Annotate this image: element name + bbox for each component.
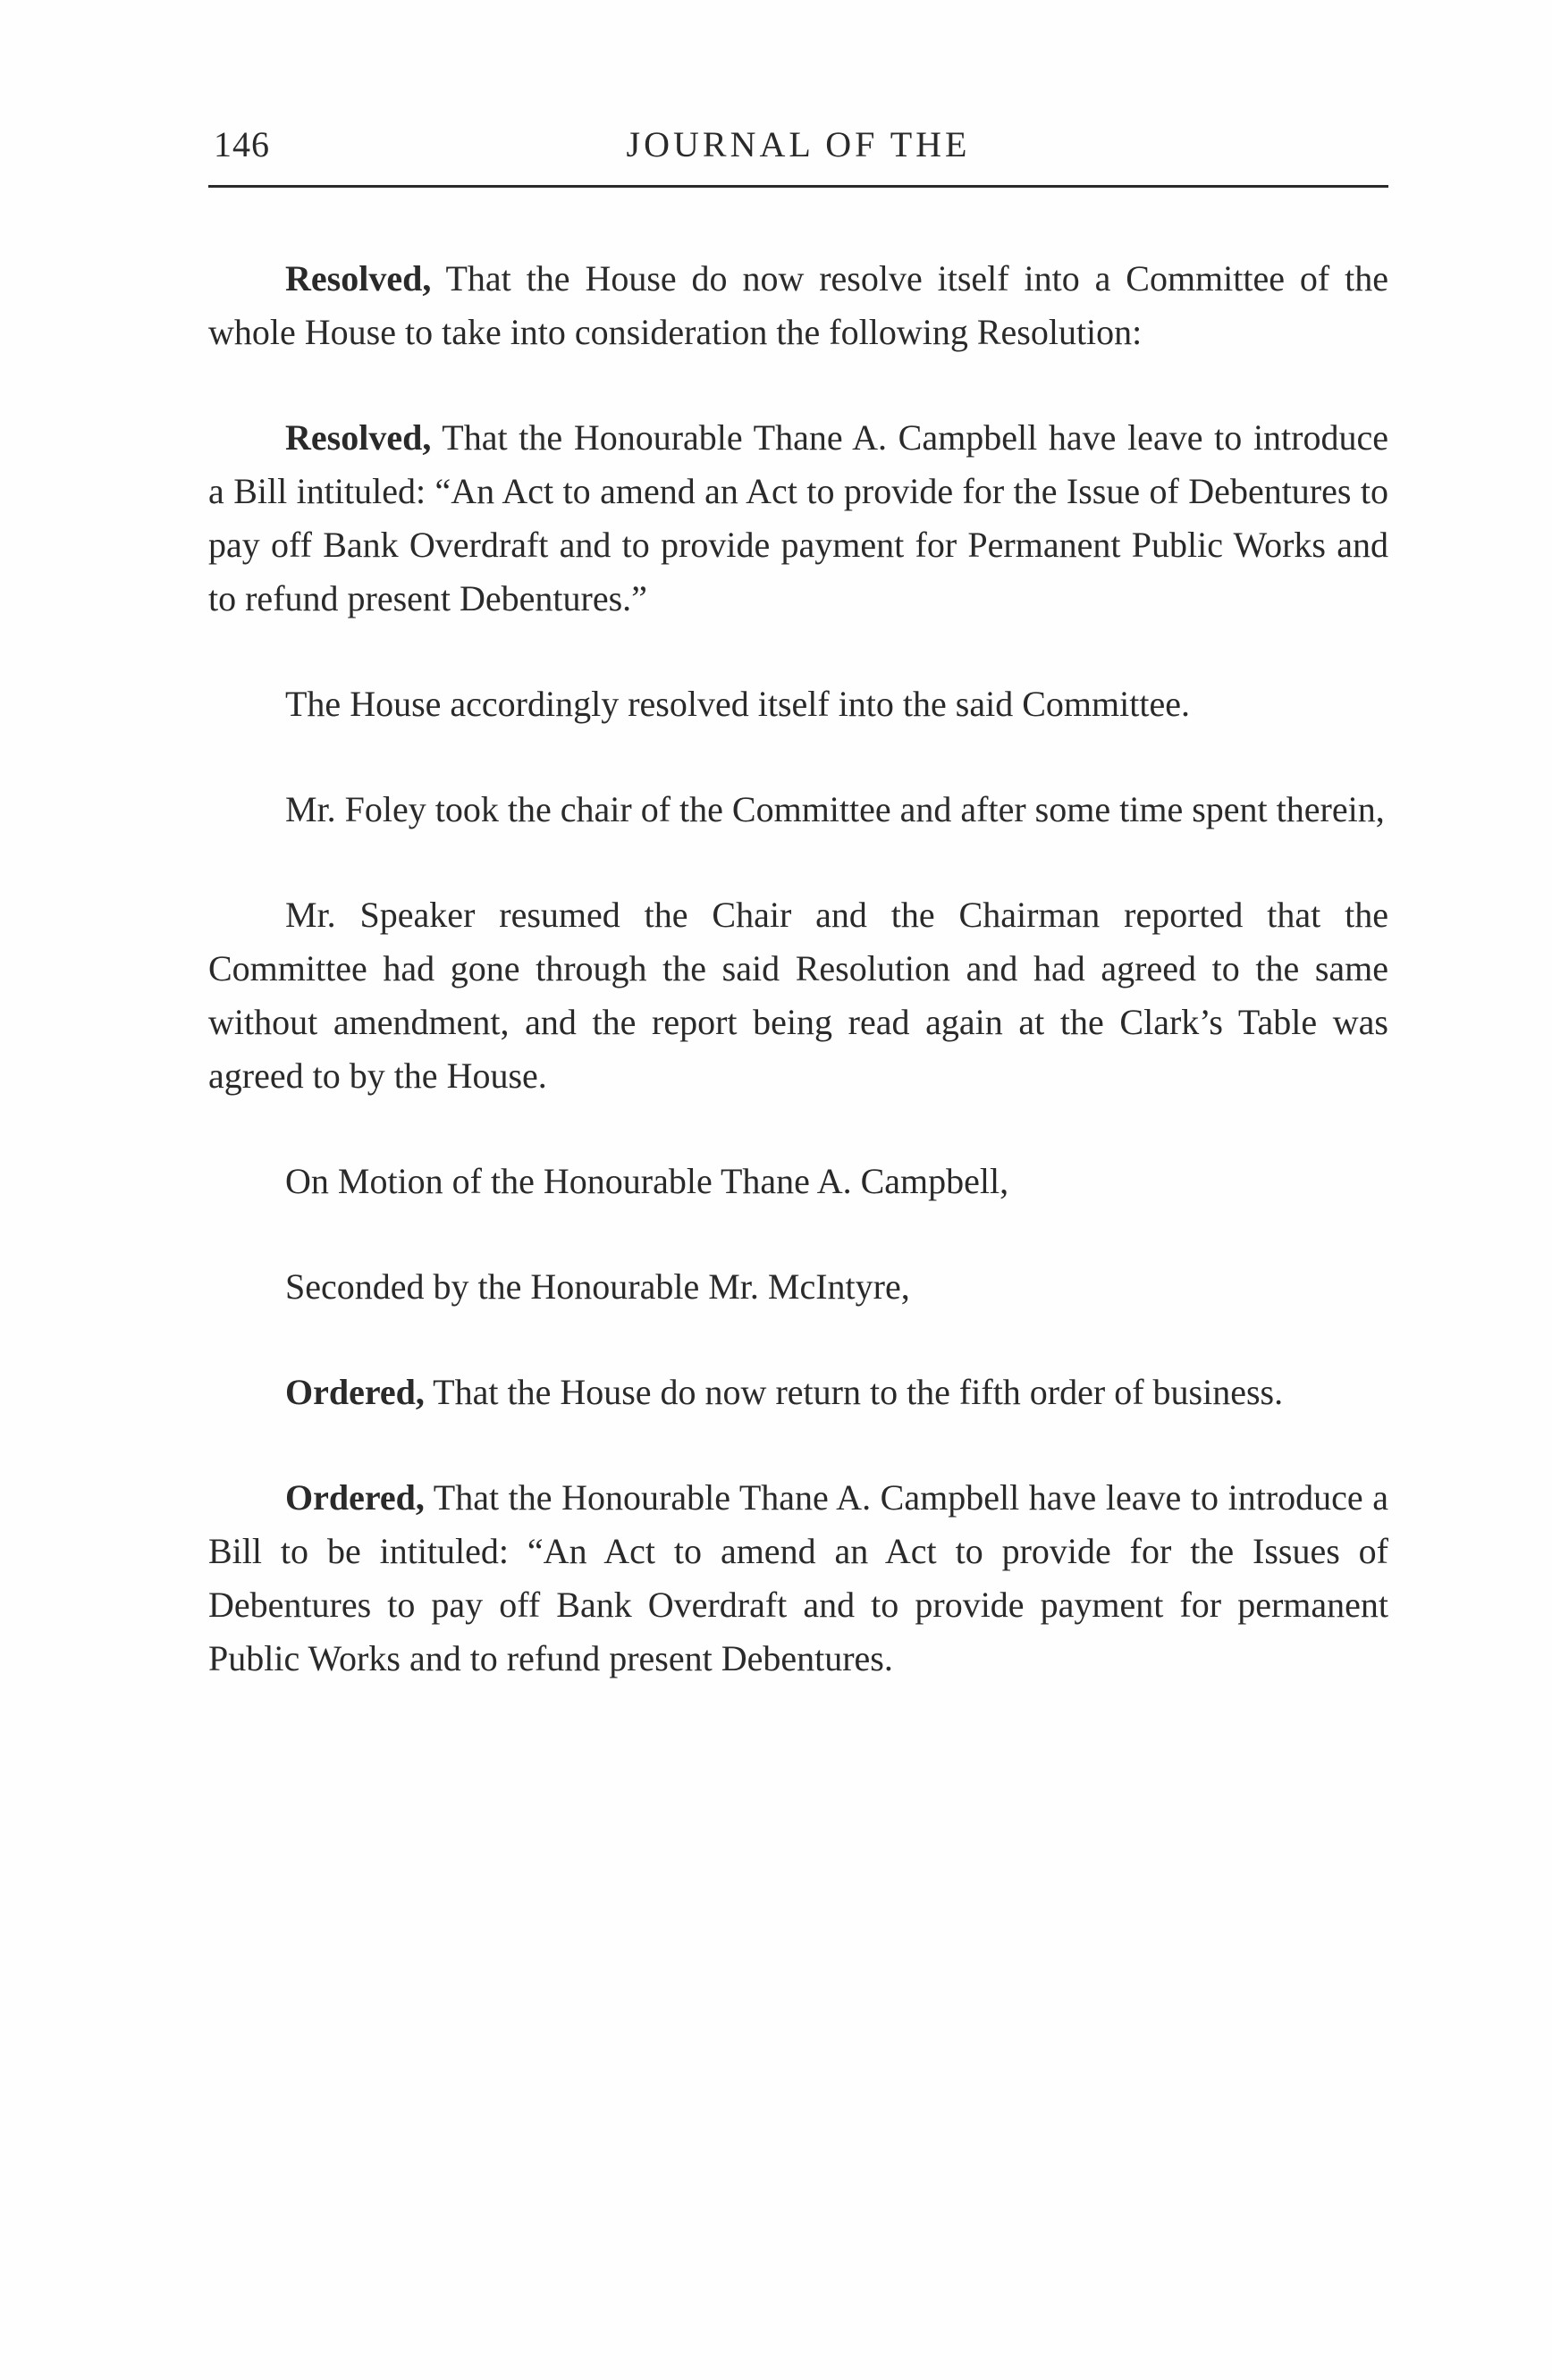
order-paragraph <box>208 1471 1388 1686</box>
page-number: 146 <box>214 124 270 164</box>
paragraph-text: On Motion of the Honourable Thane A. Campbell, <box>285 1161 1009 1201</box>
paragraph-text: Mr. Foley took the chair of the Committee and after some time spent therein, <box>285 789 1385 829</box>
resolution-paragraph <box>208 411 1388 626</box>
journal-body <box>208 252 1388 1737</box>
header-rule <box>208 185 1388 188</box>
paragraph-lead: Resolved, <box>285 258 432 299</box>
proceeding-paragraph <box>208 783 1388 837</box>
proceeding-paragraph <box>208 888 1388 1103</box>
paragraph-lead: Resolved, <box>285 417 432 458</box>
paragraph-text: That the Honourable Thane A. Campbell have leave to introduce a Bill to be intituled: “An Act to amend an Act to provide for the Issues of Debentures to pay off Bank Overdraft and to provide payment for permanent Public Works and to refund present Debentures. <box>208 1477 1388 1678</box>
paragraph-lead: Ordered, <box>285 1372 425 1412</box>
paragraph-text: That the Honourable Thane A. Campbell have leave to introduce a Bill intituled: “An Act to amend an Act to provide for the Issue of Debentures to pay off Bank Overdraft and to provide payment for Permanent Public Works and to refund present Debentures.” <box>208 417 1388 618</box>
motion-paragraph <box>208 1155 1388 1208</box>
page-header <box>208 116 1388 173</box>
paragraph-text: That the House do now resolve itself into a Committee of the whole House to take into consideration the following Resolution: <box>208 258 1388 352</box>
paragraph-text: That the House do now return to the fifth order of business. <box>424 1372 1284 1412</box>
seconded-paragraph <box>208 1260 1388 1314</box>
paragraph-text: Mr. Speaker resumed the Chair and the Chairman reported that the Committee had gone through the said Resolution and had agreed to the same without amendment, and the report being read again at the Clark’s Table was agreed to by the House. <box>208 895 1388 1096</box>
paragraph-text: The House accordingly resolved itself into the said Committee. <box>285 684 1190 724</box>
paragraph-text: Seconded by the Honourable Mr. McIntyre, <box>285 1266 910 1307</box>
paragraph-lead: Ordered, <box>285 1477 425 1518</box>
proceeding-paragraph <box>208 677 1388 731</box>
resolution-paragraph <box>208 252 1388 359</box>
running-head: JOURNAL OF THE <box>626 124 971 164</box>
order-paragraph <box>208 1366 1388 1419</box>
